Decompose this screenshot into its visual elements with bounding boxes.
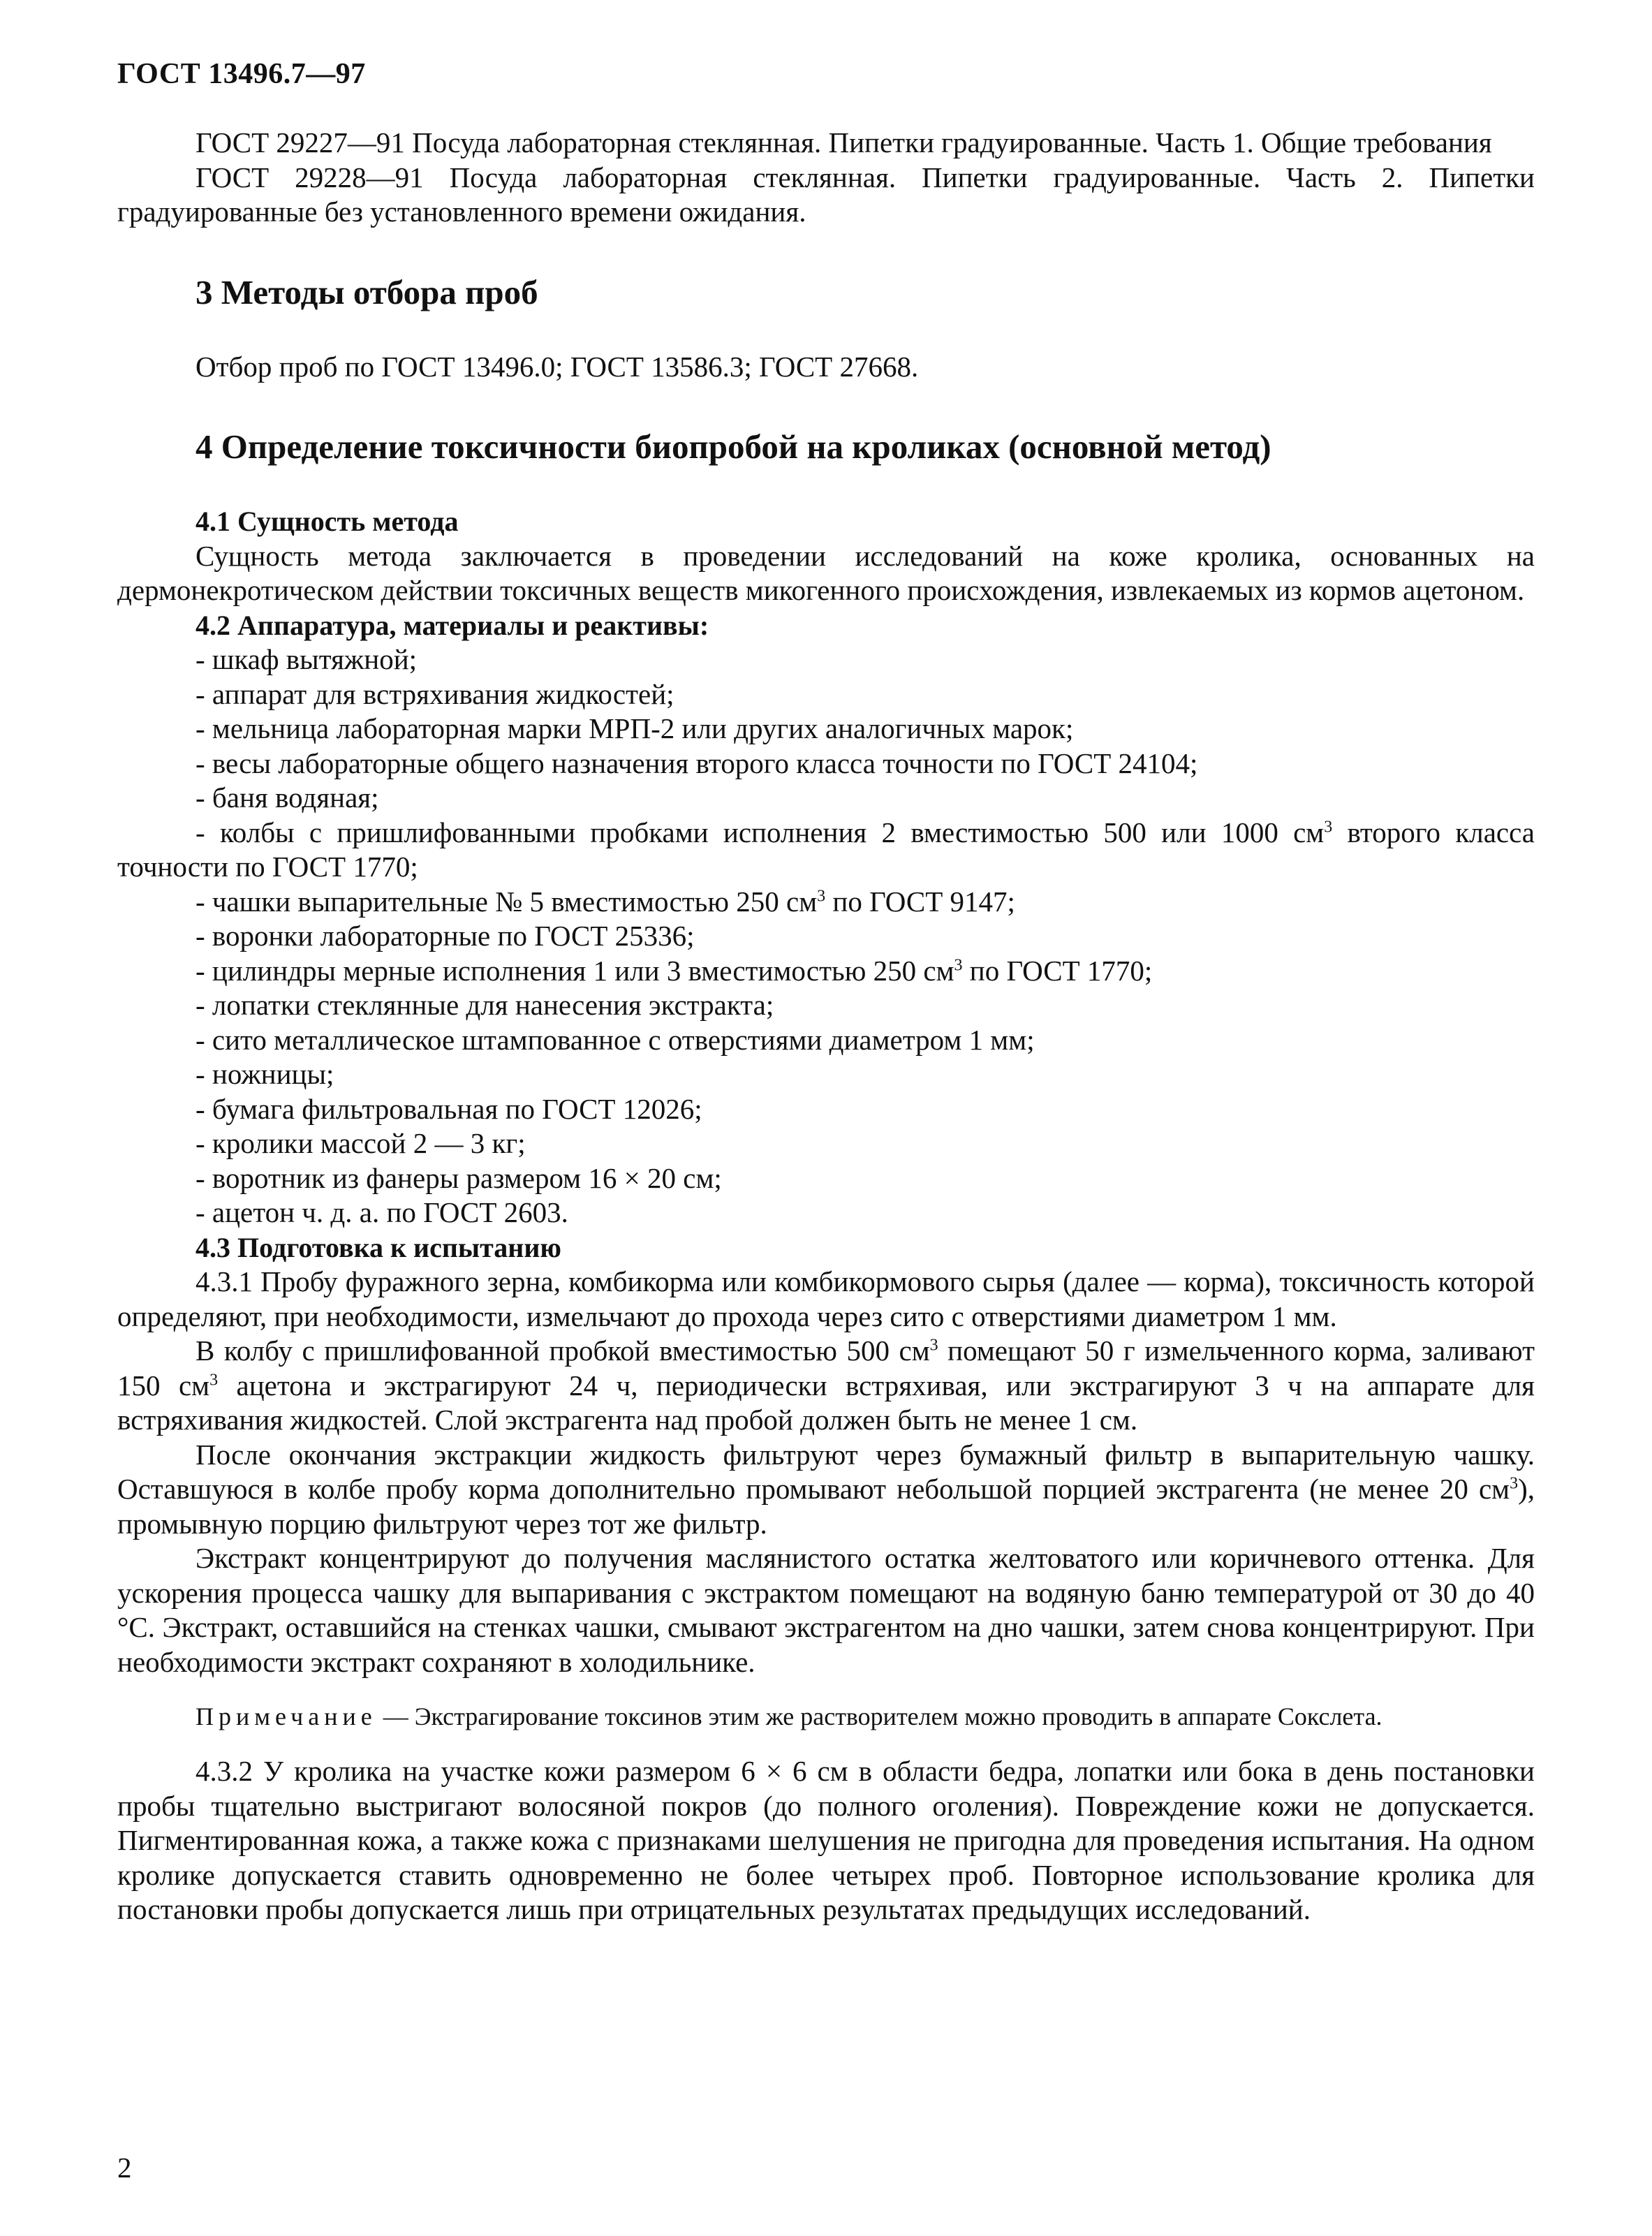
- section-4-1-title: 4.1 Сущность метода: [196, 506, 459, 537]
- list-item: - бумага фильтровальная по ГОСТ 12026;: [196, 1092, 702, 1125]
- section-4-1-text: Сущность метода заключается в проведении исследований на коже кролика, основанных на дермонекротическом действии токсичных веществ микогенного происхождения, извлекаемых из кормов ацетоном.: [117, 539, 1535, 606]
- list-item: - воронки лабораторные по ГОСТ 25336;: [196, 920, 695, 952]
- note: Примечание — Экстрагирование токсинов этим же растворителем можно проводить в аппарате Сокслета.: [196, 1702, 1382, 1730]
- section-3-text: Отбор проб по ГОСТ 13496.0; ГОСТ 13586.3; ГОСТ 27668.: [196, 350, 919, 383]
- paragraph-concentration: Экстракт концентрируют до получения маслянистого остатка желтоватого или коричневого оттенка. Для ускорения процесса чашку для выпаривания с экстрактом помещают на водяную баню температурой от 30 до 40 °С. Экстракт, оставшийся на стенках чашки, смывают экстрагентом на дно чашки, затем снова концентрируют. При необходимости экстракт сохраняют в холодильнике.: [117, 1542, 1535, 1678]
- list-item: - шкаф вытяжной;: [196, 643, 418, 675]
- list-item: - аппарат для встряхивания жидкостей;: [196, 677, 674, 710]
- list-item: - чашки выпарительные № 5 вместимостью 250 $см^3$ по ГОСТ 9147;: [196, 885, 1015, 918]
- reference-gost-29227: ГОСТ 29227—91 Посуда лабораторная стеклянная. Пипетки градуированные. Часть 1. Общие требования: [196, 126, 1492, 159]
- paragraph-4-3-2: 4.3.2 У кролика на участке кожи размером 6 × 6 см в области бедра, лопатки или бока в день постановки пробы тщательно выстригают волосяной покров (до полного оголения). Повреждение кожи не допускается. Пигментированная кожа, а также кожа с признаками шелушения не пригодна для проведения испытания. На одном кролике допускается ставить одновременно не более четырех проб. Повторное использование кролика для постановки пробы допускается лишь при отрицательных результатах предыдущих исследований.: [117, 1755, 1535, 1925]
- paragraph-filtration: После окончания экстракции жидкость фильтруют через бумажный фильтр в выпарительную чашку. Оставшуюся в колбе пробу корма дополнительно промывают небольшой порцией экстрагента (не менее 20 $см^3$), промывную порцию фильтруют через тот же фильтр.: [117, 1438, 1535, 1540]
- note-label: Примечание: [196, 1702, 377, 1730]
- list-item: - сито металлическое штампованное с отверстиями диаметром 1 мм;: [196, 1023, 1035, 1056]
- list-item: - воротник из фанеры размером 16 × 20 см;: [196, 1161, 722, 1194]
- list-item: - кролики массой 2 — 3 кг;: [196, 1127, 526, 1159]
- list-item: - цилиндры мерные исполнения 1 или 3 вместимостью 250 $см^3$ по ГОСТ 1770;: [196, 954, 1153, 987]
- reference-gost-29228: ГОСТ 29228—91 Посуда лабораторная стеклянная. Пипетки градуированные. Часть 2. Пипетки градуированные без установленного времени ожидания.: [117, 161, 1535, 228]
- list-item: - мельница лабораторная марки МРП-2 или других аналогичных марок;: [196, 712, 1074, 744]
- section-4-2-title: 4.2 Аппаратура, материалы и реактивы:: [196, 609, 709, 641]
- list-item: - ацетон ч. д. а. по ГОСТ 2603.: [196, 1196, 568, 1228]
- section-4-3-title: 4.3 Подготовка к испытанию: [196, 1231, 561, 1263]
- list-item: - весы лабораторные общего назначения второго класса точности по ГОСТ 24104;: [196, 746, 1198, 779]
- list-item: - колбы с пришлифованными пробками исполнения 2 вместимостью 500 или 1000 $см^3$ второго класса точности по ГОСТ 1770;: [117, 816, 1535, 883]
- list-item: - баня водяная;: [196, 781, 379, 814]
- section-3-title: 3 Методы отбора проб: [196, 272, 538, 311]
- section-4-title: 4 Определение токсичности биопробой на кроликах (основной метод): [196, 427, 1271, 466]
- list-item: - лопатки стеклянные для нанесения экстракта;: [196, 989, 774, 1021]
- list-item: - ножницы;: [196, 1058, 334, 1090]
- document-body: [117, 126, 1535, 1927]
- document-header: ГОСТ 13496.7—97: [117, 58, 366, 90]
- paragraph-4-3-1: 4.3.1 Пробу фуражного зерна, комбикорма или комбикормового сырья (далее — корма), токсичность которой определяют, при необходимости, измельчают до прохода через сито с отверстиями диаметром 1 мм.: [117, 1265, 1535, 1332]
- paragraph-extraction: В колбу с пришлифованной пробкой вместимостью 500 $см^3$ помещают 50 г измельченного корма, заливают 150 $см^3$ ацетона и экстрагируют 24 ч, периодически встряхивая, или экстрагируют 3 ч на аппарате для встряхивания жидкостей. Слой экстрагента над пробой должен быть не менее 1 см.: [117, 1334, 1535, 1436]
- page-number: 2: [117, 2152, 132, 2184]
- equipment-list: [117, 642, 1535, 1230]
